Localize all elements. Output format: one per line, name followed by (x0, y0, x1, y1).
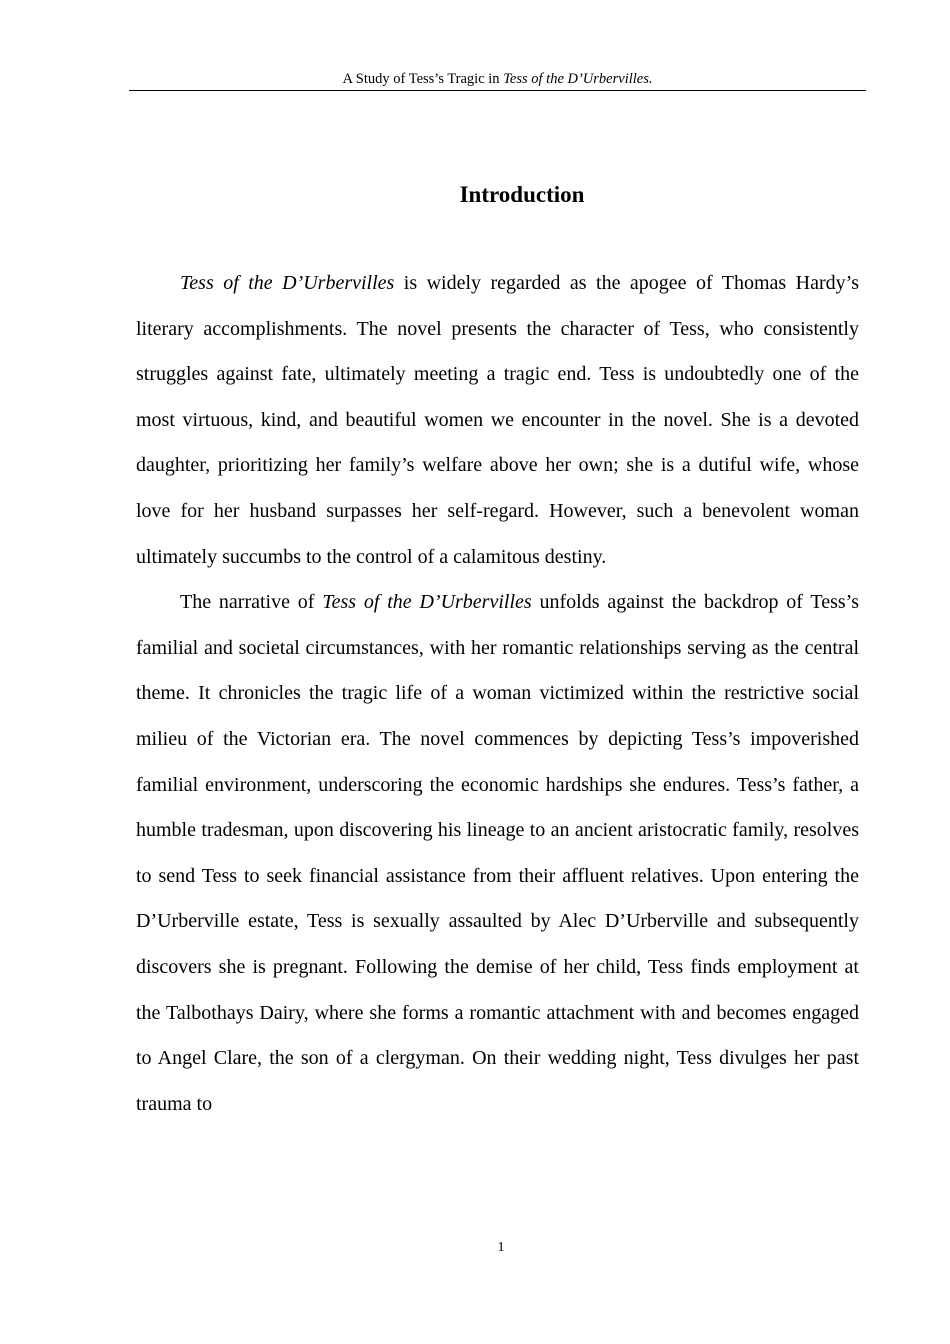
paragraph-2 (136, 580, 859, 1127)
body-text (136, 261, 859, 1127)
paragraph-1-text: is widely regarded as the apogee of Thomas Hardy’s literary accomplishments. The novel presents the character of Tess, who consistently struggles against fate, ultimately meeting a tragic end. Tess is undoubtedly one of the most virtuous, kind, and beautiful women we encounter in the novel. She is a devoted daughter, prioritizing her family’s welfare above her own; she is a dutiful wife, whose love for her husband surpasses her self-regard. However, such a benevolent woman ultimately succumbs to the control of a calamitous destiny. (136, 272, 859, 568)
page-number: 1 (497, 1240, 505, 1255)
paragraph-1 (136, 261, 859, 580)
paragraph-2-text-rest: unfolds against the backdrop of Tess’s familial and societal circumstances, with her romantic relationships serving as the central theme. It chronicles the tragic life of a woman victimized within the restrictive social milieu of the Victorian era. The novel commences by depicting Tess’s impoverished familial environment, underscoring the economic hardships she endures. Tess’s father, a humble tradesman, upon discovering his lineage to an ancient aristocratic family, resolves to send Tess to seek financial assistance from their affluent relatives. Upon entering the D’Urberville estate, Tess is sexually assaulted by Alec D’Urberville and subsequently discovers she is pregnant. Following the demise of her child, Tess finds employment at the Talbothays Dairy, where she forms a romantic attachment with and becomes engaged to Angel Clare, the son of a clergyman. On their wedding night, Tess divulges her past trauma to (136, 591, 859, 1115)
header-book-title: Tess of the D’Urbervilles. (503, 71, 653, 87)
header-text: A Study of Tess’s Tragic in (342, 71, 504, 87)
paragraph-2-book-title: Tess of the D’Urbervilles (322, 591, 532, 614)
section-title: Introduction (459, 182, 585, 207)
paragraph-2-text-start: The narrative of (180, 591, 323, 614)
paragraph-1-book-title: Tess of the D’Urbervilles (180, 272, 395, 294)
running-header (129, 70, 866, 91)
